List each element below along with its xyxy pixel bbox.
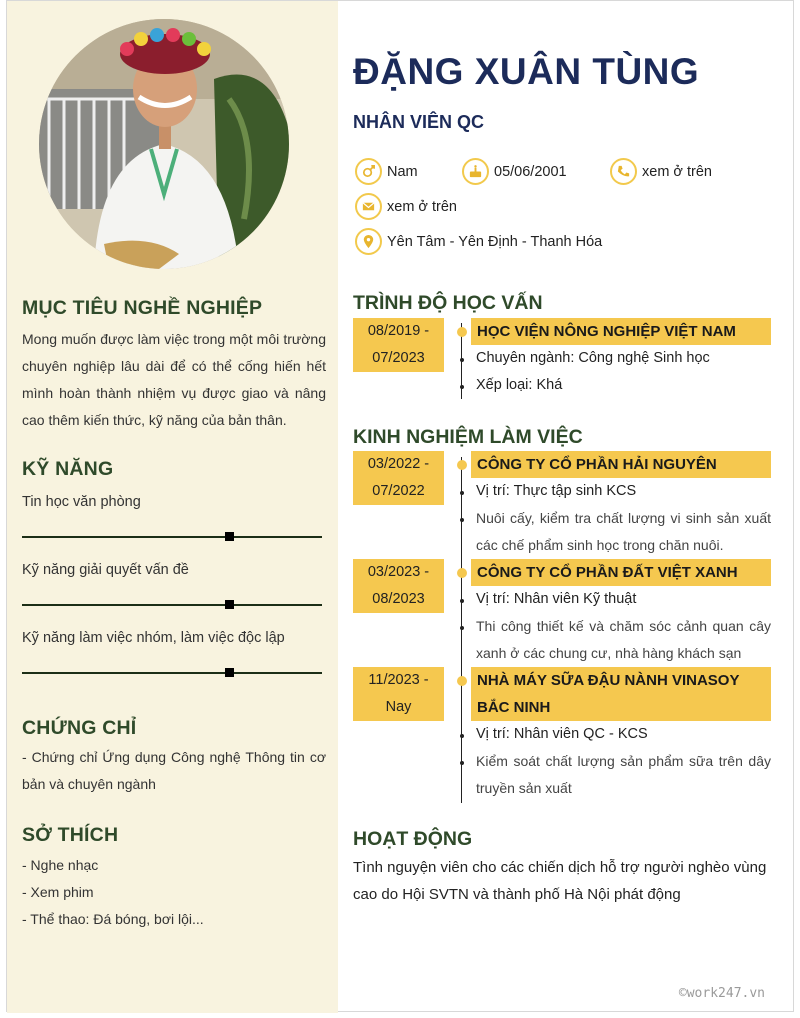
- skill-bar: [22, 604, 322, 606]
- timeline-bullet: [460, 385, 464, 389]
- birthday-icon: [462, 158, 489, 185]
- skill-label: Kỹ năng làm việc nhóm, làm việc độc lập: [22, 630, 285, 646]
- skill-level-marker: [225, 600, 234, 609]
- skill-level-marker: [225, 532, 234, 541]
- experience-description: Thi công thiết kế và chăm sóc cảnh quan cây xanh ở các chung cư, nhà hàng khách sạn: [476, 618, 771, 661]
- education-title: TRÌNH ĐỘ HỌC VẤN: [353, 292, 543, 314]
- experience-date-to: Nay: [385, 699, 412, 715]
- location-icon: [355, 228, 382, 255]
- email-icon: [355, 193, 382, 220]
- watermark: ©work247.vn: [678, 986, 765, 1001]
- phone-info: [610, 158, 712, 185]
- objective-title: MỤC TIÊU NGHỀ NGHIỆP: [22, 297, 263, 319]
- timeline-dot: [457, 327, 467, 337]
- email-info: [355, 193, 457, 220]
- certificates-title: CHỨNG CHỈ: [22, 717, 137, 739]
- experience-date: [353, 451, 444, 505]
- hobbies-title: SỞ THÍCH: [22, 824, 119, 846]
- phone-icon: [610, 158, 637, 185]
- left-column: [7, 1, 338, 1013]
- skill-label: Tin học văn phòng: [22, 494, 141, 510]
- skill-item: [22, 562, 326, 606]
- timeline-dot: [457, 676, 467, 686]
- objective-text: Mong muốn được làm việc trong một môi trường chuyên nghiệp lâu dài để có thể cống hiến hết mình hoàn thành nhiệm vụ được giao và nâng cao thêm kiến thức, kỹ năng của bản thân.: [22, 331, 326, 428]
- cv-page: [6, 0, 794, 1012]
- hobbies-list: [22, 852, 326, 933]
- timeline-dot: [457, 568, 467, 578]
- activities-text: Tình nguyện viên cho các chiến dịch hỗ trợ người nghèo vùng cao do Hội SVTN và thành phố Hà Nội phát động: [353, 859, 767, 903]
- objective-section: [22, 297, 326, 434]
- experience-date-to: 08/2023: [372, 591, 425, 607]
- profile-photo-illustration: [39, 19, 289, 269]
- education-date-to: 07/2023: [372, 350, 425, 366]
- hobby-item: - Thể thao: Đá bóng, bơi lội...: [22, 911, 204, 927]
- experience-company: NHÀ MÁY SỮA ĐẬU NÀNH VINASOY BẮC NINH: [471, 667, 771, 721]
- education-date: [353, 318, 444, 372]
- birthday-info: [462, 158, 567, 185]
- timeline-bullet: [460, 599, 464, 603]
- profile-photo: [39, 19, 289, 269]
- skill-item: [22, 494, 326, 538]
- certificates-section: [22, 717, 326, 798]
- experience-description: Nuôi cấy, kiểm tra chất lượng vi sinh sản xuất các chế phẩm sinh học trong chăn nuôi.: [476, 510, 771, 553]
- experience-date-from: 03/2023 -: [367, 564, 430, 580]
- timeline-bullet: [460, 491, 464, 495]
- timeline-bullet: [460, 761, 464, 765]
- candidate-name: ĐẶNG XUÂN TÙNG: [353, 51, 700, 92]
- activities-title: HOẠT ĐỘNG: [353, 828, 473, 850]
- gender-info: [355, 158, 418, 185]
- skill-bar: [22, 536, 322, 538]
- experience-role: Vị trí: Nhân viên QC - KCS: [476, 726, 648, 742]
- education-date-from: 08/2019 -: [367, 323, 430, 339]
- hobby-item: - Xem phim: [22, 884, 94, 900]
- gender-icon: [355, 158, 382, 185]
- hobbies-section: [22, 824, 326, 933]
- address-info: [355, 228, 602, 255]
- timeline-bullet: [460, 734, 464, 738]
- gender-value: Nam: [387, 163, 418, 180]
- timeline-dot: [457, 460, 467, 470]
- experience-date-from: 11/2023 -: [368, 672, 429, 688]
- experience-date: [353, 667, 444, 721]
- experience-date: [353, 559, 444, 613]
- education-school: HỌC VIỆN NÔNG NGHIỆP VIỆT NAM: [471, 318, 771, 345]
- experience-company: CÔNG TY CỔ PHẦN HẢI NGUYÊN: [471, 451, 771, 478]
- hobby-item: - Nghe nhạc: [22, 857, 99, 873]
- skills-title: KỸ NĂNG: [22, 458, 114, 480]
- experience-timeline-line: [461, 457, 462, 803]
- experience-company: CÔNG TY CỔ PHẦN ĐẤT VIỆT XANH: [471, 559, 771, 586]
- experience-role: Vị trí: Thực tập sinh KCS: [476, 483, 637, 499]
- address-value: Yên Tâm - Yên Định - Thanh Hóa: [387, 233, 603, 250]
- experience-date-to: 07/2022: [372, 483, 425, 499]
- timeline-bullet: [460, 626, 464, 630]
- email-value: xem ở trên: [387, 198, 457, 215]
- certificates-text: - Chứng chỉ Ứng dụng Công nghệ Thông tin cơ bản và chuyên ngành: [22, 749, 326, 792]
- experience-description: Kiểm soát chất lượng sản phẩm sữa trên dây truyền sản xuất: [476, 753, 771, 796]
- timeline-bullet: [460, 358, 464, 362]
- skill-bar: [22, 672, 322, 674]
- experience-title: KINH NGHIỆM LÀM VIỆC: [353, 426, 583, 448]
- skills-section: [22, 458, 326, 674]
- job-title: NHÂN VIÊN QC: [353, 112, 485, 132]
- phone-value: xem ở trên: [642, 163, 712, 180]
- education-grade: Xếp loại: Khá: [476, 377, 563, 393]
- experience-date-from: 03/2022 -: [367, 456, 430, 472]
- experience-role: Vị trí: Nhân viên Kỹ thuật: [476, 591, 637, 607]
- skill-level-marker: [225, 668, 234, 677]
- birthday-value: 05/06/2001: [494, 163, 567, 180]
- timeline-bullet: [460, 518, 464, 522]
- skill-label: Kỹ năng giải quyết vấn đề: [22, 562, 189, 578]
- education-major: Chuyên ngành: Công nghệ Sinh học: [476, 350, 710, 366]
- skill-item: [22, 630, 326, 674]
